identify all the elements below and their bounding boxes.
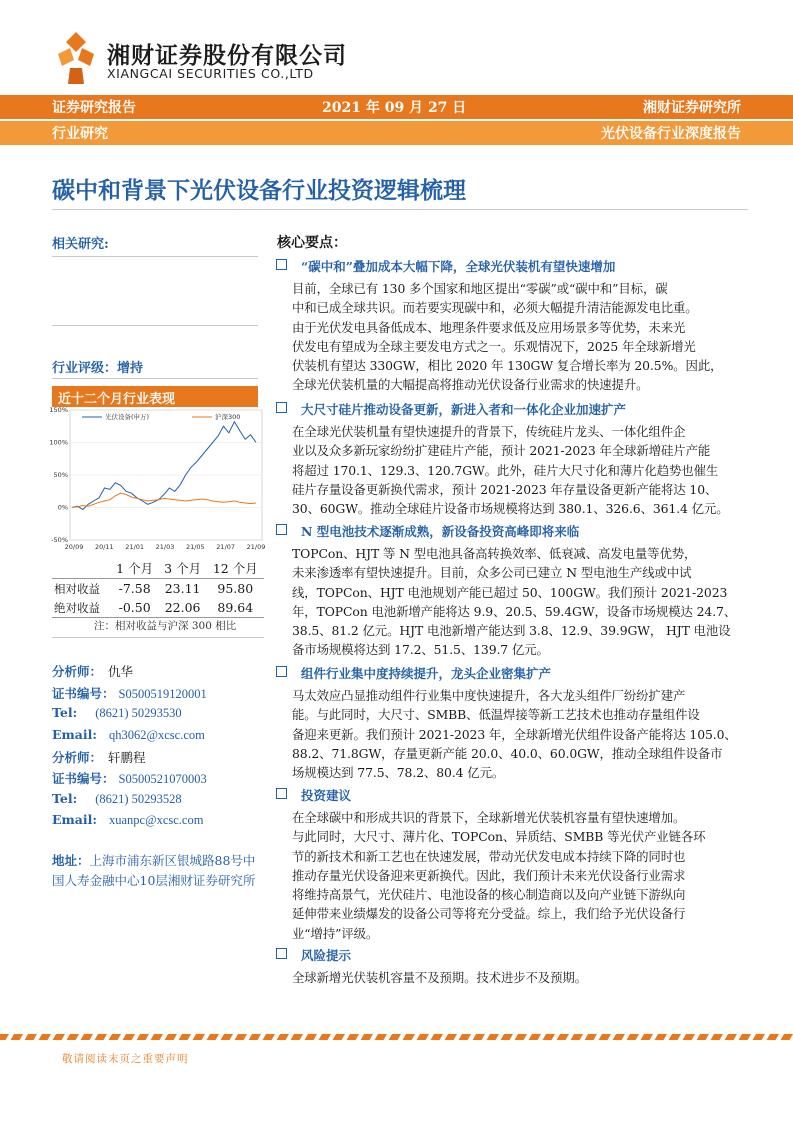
section-body [292, 808, 747, 943]
y-tick-label: 150% [49, 406, 68, 414]
analyst-1-name-row: 分析师： 仇华 [52, 664, 134, 679]
section-body [292, 968, 747, 987]
analyst-email-link[interactable]: qh3062@xcsc.com [108, 728, 205, 742]
report-date: 2021 年 09 月 27 日 [322, 100, 467, 116]
table-cell: 23.11 [164, 581, 201, 596]
body-line: 马太效应凸显推动组件行业集中度快速提升，各大龙头组件厂纷纷扩建产 [292, 688, 686, 703]
company-logo-icon [50, 30, 102, 88]
section-heading: 风险提示 [276, 946, 351, 964]
table-cell: 89.64 [217, 600, 254, 615]
y-tick-label: 50% [53, 471, 68, 479]
checkbox-icon [276, 259, 287, 270]
table-header-cell [52, 558, 111, 579]
divider [52, 325, 258, 326]
x-tick-label: 20/09 [64, 543, 84, 551]
analyst-2-tel-row: Tel: (8621) 50293528 [52, 791, 182, 806]
analyst-1-cert-row: 证书编号： S0500519120001 [52, 686, 207, 701]
x-tick-label: 20/11 [94, 543, 114, 551]
header-band-top [0, 95, 793, 119]
body-line: 与此同时，大尺寸、薄片化、TOPCon、异质结、SMBB 等光伏产业链各环 [292, 829, 706, 845]
x-tick-label: 21/05 [185, 543, 205, 551]
section-body [292, 686, 747, 782]
table-cell: -7.58 [118, 581, 151, 596]
divider [52, 637, 264, 638]
analyst-email-link[interactable]: xuanpc@xcsc.com [108, 813, 204, 827]
body-line: 全球新增光伏装机容量不及预期。技术进步不及预期。 [292, 970, 587, 985]
y-tick-label: -50% [51, 536, 68, 544]
page-title: 碳中和背景下光伏设备行业投资逻辑梳理 [52, 178, 466, 204]
body-line: 目前，全球已有 130 多个国家和地区提出“零碳”或“碳中和”目标，碳 [292, 281, 668, 296]
institute-name: 湘财证券研究所 [643, 100, 741, 116]
body-line: 38.5、81.2 亿元。HJT 电池新增产能达到 3.8、12.9、39.9GW， HJT 电池设 [292, 623, 731, 639]
x-tick-label: 21/03 [155, 543, 175, 551]
section-body [292, 422, 747, 518]
research-category: 行业研究 [52, 126, 108, 142]
chart-title: 近十二个月行业表现 [58, 392, 176, 407]
body-line: 推动存量光伏设备迎来更新换代。因此，我们预计未来光伏设备行业需求 [292, 867, 686, 883]
address-label: 地址： [52, 853, 90, 868]
analyst-name: 轩鹏程 [108, 750, 146, 765]
table-row [52, 598, 264, 618]
section-body [292, 279, 747, 395]
analyst-2-name-row: 分析师： 轩鹏程 [52, 750, 146, 765]
company-name-en: XIANGCAI SECURITIES CO.,LTD [107, 66, 314, 81]
section-heading: 大尺寸硅片推动设备更新，新进入者和一体化企业加速扩产 [276, 400, 626, 418]
body-line: 88.2、71.8GW，存量更新产能 20.0、40.0、60.0GW，推动全球组件设备市 [292, 745, 723, 761]
section-heading: “碳中和”叠加成本大幅下降，全球光伏装机有望快速增加 [276, 257, 615, 275]
section-body [292, 544, 747, 660]
body-line: 中和已成全球共识。而若要实现碳中和，必须大幅提升清洁能源发电比重。 [292, 300, 698, 316]
table-cell: 22.06 [164, 600, 201, 615]
analyst-name: 仇华 [108, 664, 134, 679]
body-line: 线，TOPCon、HJT 电池规划产能已超过 50、100GW。我们预计 2021-2023 [292, 584, 728, 600]
header-band-bottom [0, 121, 793, 145]
company-name-cn: 湘财证券股份有限公司 [107, 43, 347, 69]
chart-title-bar [52, 386, 258, 407]
analyst-1-email-row: Email: qh3062@xcsc.com [52, 727, 205, 742]
address-text: 上海市浦东新区银城路88号中国人寿金融中心10层湘财证券研究所 [52, 853, 256, 888]
body-line: TOPCon、HJT 等 N 型电池具备高转换效率、低衰减、高发电量等优势， [292, 546, 697, 561]
body-line: 30、60GW。推动全球硅片设备市场规模将达到 380.1、326.6、361.4 亿元。 [292, 501, 729, 517]
section-heading: N 型电池技术逐渐成熟，新设备投资高峰即将来临 [276, 522, 579, 540]
x-tick-label: 21/07 [216, 543, 236, 551]
table-header-cell: 1 个月 [116, 561, 154, 576]
table-cell: -0.50 [118, 600, 151, 615]
table-header-row [52, 558, 264, 579]
body-line: 备市场规模将达到 17.2、51.5、139.7 亿元。 [292, 642, 549, 658]
analyst-2-email-row: Email: xuanpc@xcsc.com [52, 812, 204, 827]
table-header-cell: 3 个月 [164, 561, 202, 576]
footer-stripe [0, 1034, 793, 1040]
body-line: 硅片存量设备更新换代需求，预计 2021-2023 年存量设备更新产能将达 10、 [292, 481, 718, 497]
legend-label: 沪深300 [215, 413, 241, 421]
body-line: 在全球碳中和形成共识的背景下，全球新增光伏装机容量有望快速增加。 [292, 810, 686, 825]
body-line: 年，TOPCon 电池新增产能将达 9.9、20.5、59.4GW，设备市场规模达 24.7、 [292, 603, 737, 619]
table-note: 注：相对收益与沪深 300 相比 [94, 620, 237, 632]
disclaimer-notice: 敬请阅读末页之重要声明 [62, 1053, 189, 1065]
table-cell: 95.80 [217, 581, 254, 596]
body-line: 场规模达到 77.5、78.2、80.4 亿元。 [292, 765, 505, 781]
body-line: 全球光伏装机量的大幅提高将推动光伏设备行业需求的快速提升。 [292, 377, 649, 393]
row-label: 绝对收益 [54, 600, 100, 615]
checkbox-icon [276, 788, 287, 799]
body-line: 伏装机有望达 330GW，相比 2020 年 130GW 复合增长率为 20.5%。因此， [292, 358, 723, 374]
body-line: 延伸带来业绩爆发的设备公司等将充分受益。综上，我们给予光伏设备行 [292, 906, 686, 922]
legend-label: 光伏设备(申万) [105, 413, 150, 421]
table-header-cell: 12 个月 [212, 561, 258, 576]
body-line: 业以及众多新玩家纷纷扩建硅片产能，预计 2021-2023 年全球新增硅片产能 [292, 443, 711, 459]
y-tick-label: 100% [49, 438, 68, 447]
checkbox-icon [276, 402, 287, 413]
checkbox-icon [276, 666, 287, 677]
report-type: 证券研究报告 [52, 100, 136, 116]
divider [52, 378, 258, 379]
divider [52, 256, 258, 257]
analyst-2-cert-row: 证书编号： S0500521070003 [52, 771, 207, 786]
body-line: 业“增持”评级。 [292, 925, 379, 941]
body-line: 伏发电有望成为全球主要发电方式之一。乐观情况下，2025 年全球新增光 [292, 338, 696, 354]
x-tick-label: 21/09 [246, 543, 266, 551]
section-heading: 组件行业集中度持续提升，龙头企业密集扩产 [276, 664, 551, 682]
checkbox-icon [276, 524, 287, 535]
checkbox-icon [276, 948, 287, 959]
table-row [52, 579, 264, 599]
key-points-header: 核心要点： [277, 235, 347, 251]
section-heading: 投资建议 [276, 786, 351, 804]
body-line: 未来渗透率有望快速提升。目前，众多公司已建立 N 型电池生产线或中试 [292, 565, 692, 581]
title-divider [52, 209, 748, 210]
address-block [52, 851, 262, 891]
y-tick-label: 0% [57, 503, 68, 512]
industry-performance-chart [49, 406, 266, 556]
body-line: 将超过 170.1、129.3、120.7GW。此外，硅片大尺寸化和薄片化趋势也催生 [292, 462, 719, 478]
body-line: 能。与此同时，大尺寸、SMBB、低温焊接等新工艺技术也推动存量组件设 [292, 707, 700, 723]
body-line: 由于光伏发电具备低成本、地理条件要求低及应用场景多等优势，未来光 [292, 319, 686, 335]
performance-table [52, 558, 264, 618]
analyst-1-tel-row: Tel: (8621) 50293530 [52, 705, 182, 720]
industry-rating: 行业评级：增持 [52, 361, 144, 376]
x-tick-label: 21/01 [125, 543, 145, 551]
body-line: 将维持高景气，光伏硅片、电池设备的核心制造商以及向产业链下游纵向 [292, 887, 686, 903]
row-label: 相对收益 [54, 581, 100, 596]
related-research-label: 相关研究: [52, 237, 109, 252]
body-line: 在全球光伏装机量有望快速提升的背景下，传统硅片龙头、一体化组件企 [292, 424, 686, 439]
body-line: 备迎来更新。我们预计 2021-2023 年，全球新增光伏组件设备产能将达 105.0、 [292, 726, 737, 742]
report-subtype: 光伏设备行业深度报告 [601, 126, 741, 142]
body-line: 节的新技术和新工艺也在快速发展，带动光伏发电成本持续下降的同时也 [292, 848, 686, 864]
